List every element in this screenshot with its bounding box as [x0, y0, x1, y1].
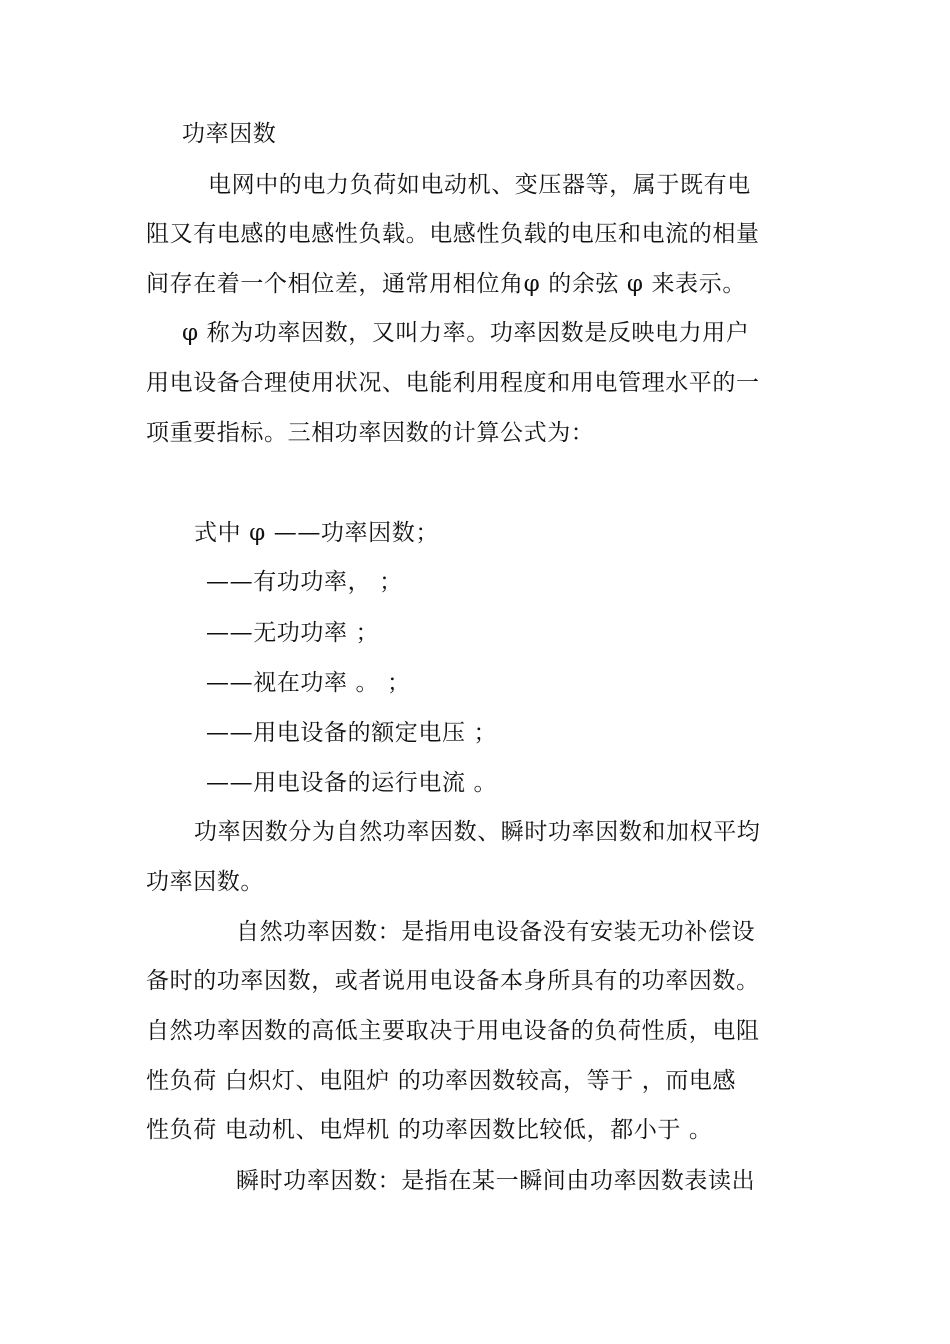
- definition-line: ——用电设备的额定电压 ；: [206, 720, 498, 746]
- paragraph-line: 自然功率因数：是指用电设备没有安装无功补偿设: [236, 919, 756, 945]
- paragraph-line: 项重要指标。三相功率因数的计算公式为：: [146, 420, 595, 446]
- paragraph-line: 备时的功率因数，或者说用电设备本身所具有的功率因数。: [146, 968, 760, 994]
- definition-line: ——视在功率 。 ；: [206, 670, 411, 696]
- paragraph-line: 用电设备合理使用状况、电能利用程度和用电管理水平的一: [146, 370, 760, 396]
- paragraph-line: 性负荷 电动机、电焊机 的功率因数比较低，都小于 。: [146, 1117, 713, 1143]
- definition-line: ——有功功率， ；: [206, 569, 403, 595]
- paragraph-line: 性负荷 白炽灯、电阻炉 的功率因数较高，等于 ，而电感: [146, 1068, 737, 1094]
- paragraph-line: 功率因数。: [146, 869, 264, 895]
- definition-line: ——无功功率 ；: [206, 620, 380, 646]
- definition-line: 式中 φ ——功率因数；: [194, 520, 439, 546]
- paragraph-line: 电网中的电力负荷如电动机、变压器等，属于既有电: [208, 172, 751, 198]
- paragraph-line: 瞬时功率因数：是指在某一瞬间由功率因数表读出: [236, 1168, 756, 1194]
- paragraph-line: φ 称为功率因数，又叫力率。功率因数是反映电力用户: [182, 320, 750, 346]
- paragraph-line: 自然功率因数的高低主要取决于用电设备的负荷性质，电阻: [146, 1018, 760, 1044]
- page-title: 功率因数: [182, 121, 277, 147]
- definition-line: ——用电设备的运行电流 。: [206, 770, 498, 796]
- paragraph-line: 间存在着一个相位差，通常用相位角φ 的余弦 φ 来表示。: [146, 271, 746, 297]
- paragraph-line: 功率因数分为自然功率因数、瞬时功率因数和加权平均: [194, 819, 761, 845]
- paragraph-line: 阻又有电感的电感性负载。电感性负载的电压和电流的相量: [146, 221, 760, 247]
